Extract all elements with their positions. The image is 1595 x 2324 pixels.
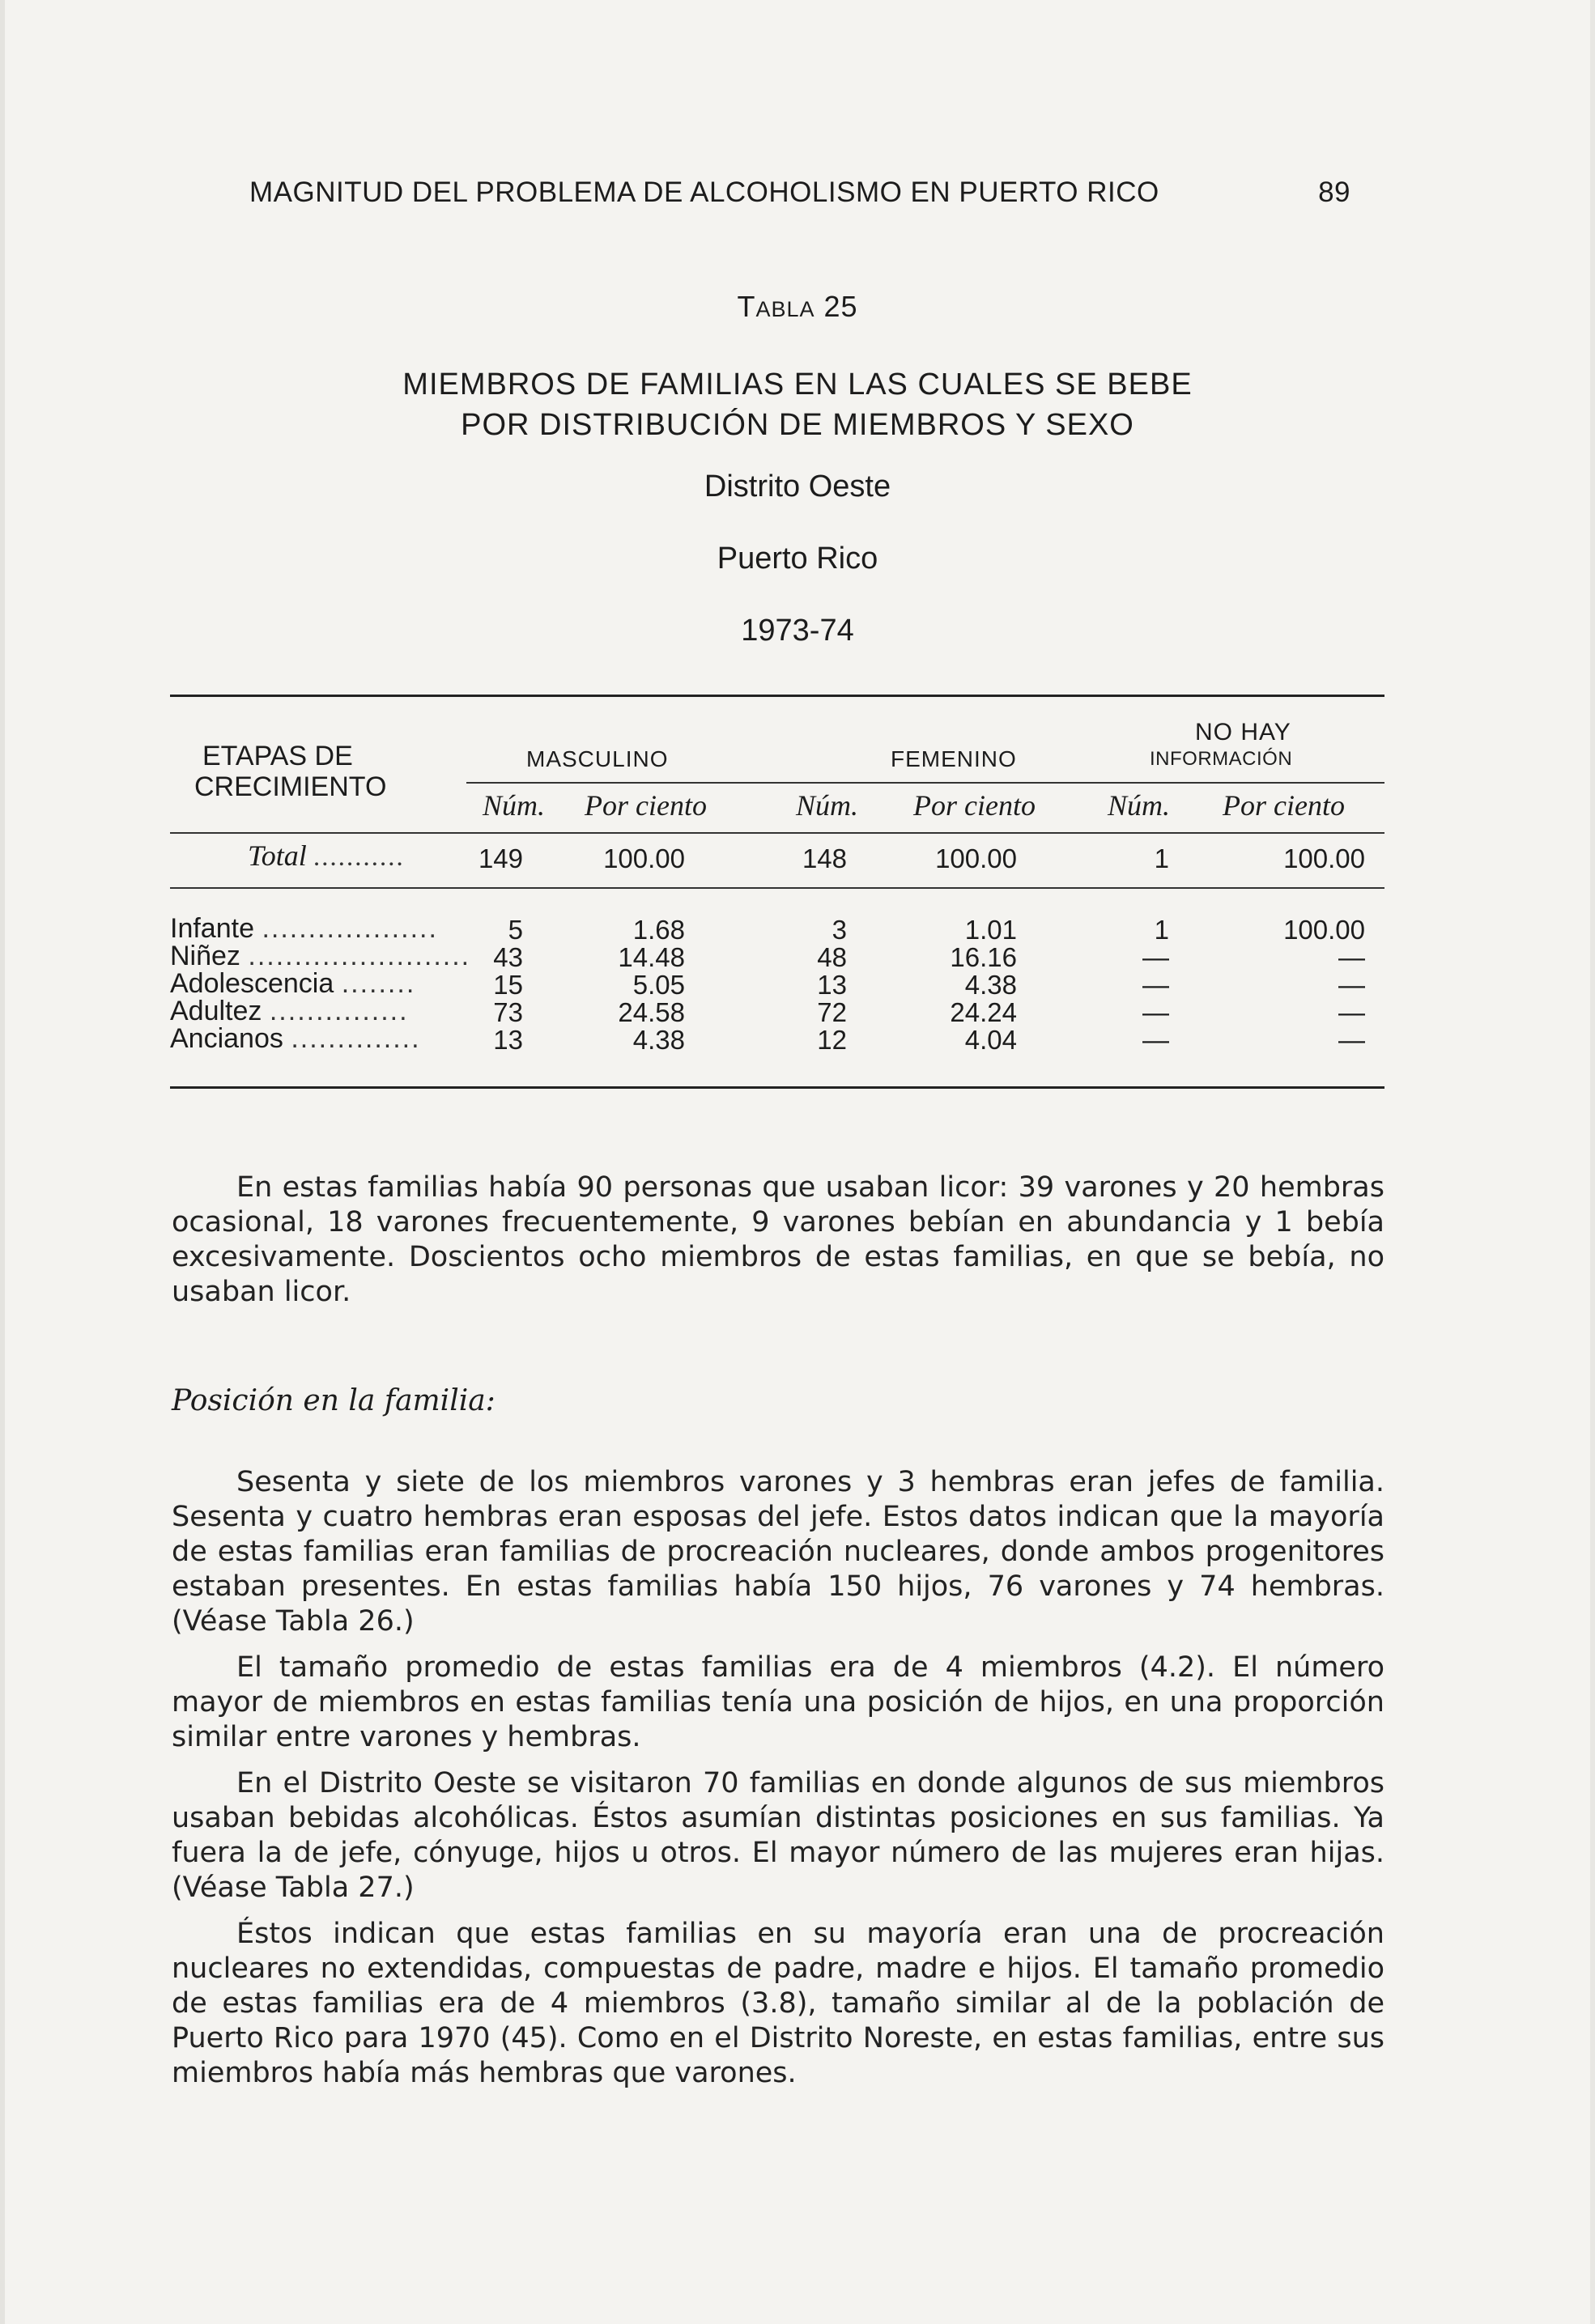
row-fem-pct: 16.16 [950, 942, 1017, 972]
row-masc-pct: 4.38 [632, 1025, 685, 1055]
row-fem-num: 3 [832, 915, 847, 945]
row-noinfo-num: — [1142, 997, 1169, 1027]
table-bottom-rule [170, 1086, 1384, 1089]
group-header-rule [466, 782, 1384, 784]
table-location-district: Distrito Oeste [704, 469, 891, 503]
section-subheading: Posición en la familia: [172, 1384, 496, 1417]
row-fem-num: 12 [817, 1025, 847, 1055]
group-header-noinfo-line1: NO HAY [1195, 719, 1291, 746]
row-label: Niñez ........................ [170, 941, 471, 971]
table-title [0, 364, 1595, 445]
table-top-rule [170, 695, 1384, 697]
stub-header-line2: CRECIMIENTO [194, 771, 387, 802]
body-paragraphs [172, 1465, 1384, 2102]
table-label-rest: ABLA [755, 297, 815, 321]
row-noinfo-num: — [1142, 970, 1169, 1000]
table-location-country: Puerto Rico [717, 542, 878, 576]
paragraph: Sesenta y siete de los miembros varones y 3 hembras eran jefes de familia. Sesenta y cuatro hembras eran esposas del jefe. Estos datos indican que la mayoría de estas familias eran familias de procreación nucleares, donde ambos progenitores estaban presentes. En estas familias había 150 hijos, 76 varones y 74 hembras. (Véase Tabla 26.) [172, 1466, 1384, 1638]
paragraph-licor: En estas familias había 90 personas que usaban licor: 39 varones y 20 hembras ocasional, 18 varones frecuentemente, 9 varones bebían en abundancia y 1 bebía excesivamente. Doscientos ocho miembros de estas familias, en que se bebía, no usaban licor. [172, 1171, 1384, 1308]
row-noinfo-pct: 100.00 [1283, 915, 1365, 945]
stub-header-line1: ETAPAS DE [202, 741, 353, 771]
row-masc-pct: 5.05 [632, 970, 685, 1000]
row-fem-num: 72 [817, 997, 847, 1027]
row-label: Adolescencia ........ [170, 968, 416, 999]
total-noinfo-num: 1 [1154, 843, 1169, 873]
row-masc-num: 43 [493, 942, 523, 972]
total-label: Total ........... [248, 839, 406, 872]
subheader-masc-num: Núm. [483, 789, 546, 822]
paragraph: El tamaño promedio de estas familias era de 4 miembros (4.2). El número mayor de miembros en estas familias tenía una posición de hijos, en una proporción similar entre varones y hembras. [172, 1651, 1384, 1753]
row-noinfo-pct: — [1338, 970, 1365, 1000]
paragraph: Éstos indican que estas familias en su mayoría eran una de procreación nucleares no extendidas, compuestas de padre, madre e hijos. El tamaño promedio de estas familias era de 4 miembros (3.8), tamaño similar al de la población de Puerto Rico para 1970 (45). Como en el Distrito Noreste, en estas familias, entre sus miembros había más hembras que varones. [172, 1918, 1384, 2089]
subheader-fem-num: Núm. [796, 789, 859, 822]
table-label-initial: T [737, 290, 756, 323]
total-noinfo-pct: 100.00 [1283, 843, 1365, 873]
row-masc-pct: 1.68 [632, 915, 685, 945]
group-header-masculino: MASCULINO [526, 746, 669, 771]
subheader-noinfo-num: Núm. [1108, 789, 1171, 822]
row-noinfo-num: 1 [1154, 915, 1169, 945]
total-masc-pct: 100.00 [603, 843, 685, 873]
row-fem-pct: 4.38 [964, 970, 1017, 1000]
table-title-line1: MIEMBROS DE FAMILIAS EN LAS CUALES SE BEBE [402, 368, 1193, 401]
row-fem-pct: 4.04 [964, 1025, 1017, 1055]
total-masc-num: 149 [478, 843, 523, 873]
row-noinfo-pct: — [1338, 1025, 1365, 1055]
table-title-line2: POR DISTRIBUCIÓN DE MIEMBROS Y SEXO [461, 408, 1134, 442]
row-fem-num: 48 [817, 942, 847, 972]
row-label: Infante ................... [170, 913, 438, 944]
group-header-femenino: FEMENINO [891, 746, 1017, 771]
running-head-title: MAGNITUD DEL PROBLEMA DE ALCOHOLISMO EN PUERTO RICO [249, 176, 1159, 208]
running-head [249, 176, 1350, 209]
row-fem-pct: 24.24 [950, 997, 1017, 1027]
row-noinfo-num: — [1142, 942, 1169, 972]
row-fem-num: 13 [817, 970, 847, 1000]
subheader-noinfo-pct: Por ciento [1223, 789, 1345, 822]
row-masc-pct: 24.58 [618, 997, 685, 1027]
row-label: Ancianos .............. [170, 1023, 421, 1054]
data-table [170, 695, 1384, 1099]
row-masc-num: 13 [493, 1025, 523, 1055]
table-number: 25 [823, 290, 858, 323]
row-label: Adultez ............... [170, 996, 409, 1026]
subheader-masc-pct: Por ciento [585, 789, 707, 822]
total-fem-pct: 100.00 [935, 843, 1017, 873]
subheader-rule [170, 832, 1384, 834]
row-noinfo-num: — [1142, 1025, 1169, 1055]
subheader-fem-pct: Por ciento [913, 789, 1036, 822]
table-label [0, 290, 1595, 324]
paragraph: En el Distrito Oeste se visitaron 70 familias en donde algunos de sus miembros usaban bebidas alcohólicas. Éstos asumían distintas posiciones en sus familias. Ya fuera la de jefe, cónyuge, hijos u otros. El mayor número de las mujeres eran hijas. (Véase Tabla 27.) [172, 1767, 1384, 1904]
row-masc-pct: 14.48 [618, 942, 685, 972]
group-header-noinfo-line2: INFORMACIÓN [1150, 748, 1293, 770]
row-fem-pct: 1.01 [964, 915, 1017, 945]
total-rule [170, 887, 1384, 889]
page-number: 89 [1318, 176, 1350, 208]
row-masc-num: 73 [493, 997, 523, 1027]
row-masc-num: 15 [493, 970, 523, 1000]
row-noinfo-pct: — [1338, 997, 1365, 1027]
total-fem-num: 148 [802, 843, 847, 873]
row-masc-num: 5 [508, 915, 523, 945]
row-noinfo-pct: — [1338, 942, 1365, 972]
table-period: 1973-74 [741, 614, 854, 648]
